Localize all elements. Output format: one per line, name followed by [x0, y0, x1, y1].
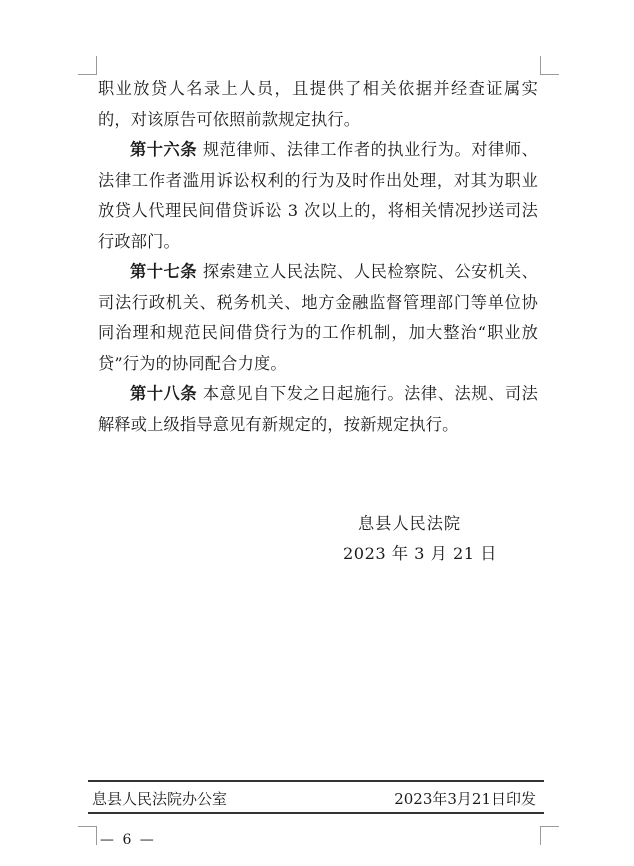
crop-mark-top-left [78, 56, 97, 75]
footer-issuer: 息县人民法院办公室 [92, 790, 228, 808]
page-number: — 6 — [100, 832, 156, 848]
article-18 [98, 379, 538, 440]
print-footer [88, 780, 544, 814]
footer-print-date: 2023年3月21日印发 [394, 790, 536, 808]
article-16 [98, 135, 538, 257]
paragraph-text: 职业放贷人名录上人员，且提供了相关依据并经查证属实的，对该原告可依照前款规定执行。 [98, 79, 538, 129]
document-body [98, 74, 538, 440]
signature-date: 2023 年 3 月 21 日 [343, 544, 497, 563]
paragraph-text: 本意见自下发之日起施行。法律、法规、司法解释或上级指导意见有新规定的，按新规定执行。 [98, 384, 538, 434]
crop-mark-bottom-left [78, 826, 97, 845]
paragraph-text: 探索建立人民法院、人民检察院、公安机关、司法行政机关、税务机关、地方金融监督管理部门等单位协同治理和规范民间借贷行为的工作机制，加大整治“职业放贷”行为的协同配合力度。 [98, 262, 538, 373]
paragraph-text: 规范律师、法律工作者的执业行为。对律师、法律工作者滥用诉讼权利的行为及时作出处理，对其为职业放贷人代理民间借贷诉讼 3 次以上的，将相关情况抄送司法行政部门。 [98, 140, 538, 251]
signature-organization: 息县人民法院 [358, 514, 462, 533]
article-17 [98, 257, 538, 379]
crop-mark-bottom-right [540, 826, 559, 845]
article-heading: 第十七条 [130, 262, 198, 281]
crop-mark-top-right [540, 56, 559, 75]
article-heading: 第十八条 [130, 384, 198, 403]
paragraph-continuation [98, 74, 538, 135]
article-heading: 第十六条 [130, 140, 198, 159]
